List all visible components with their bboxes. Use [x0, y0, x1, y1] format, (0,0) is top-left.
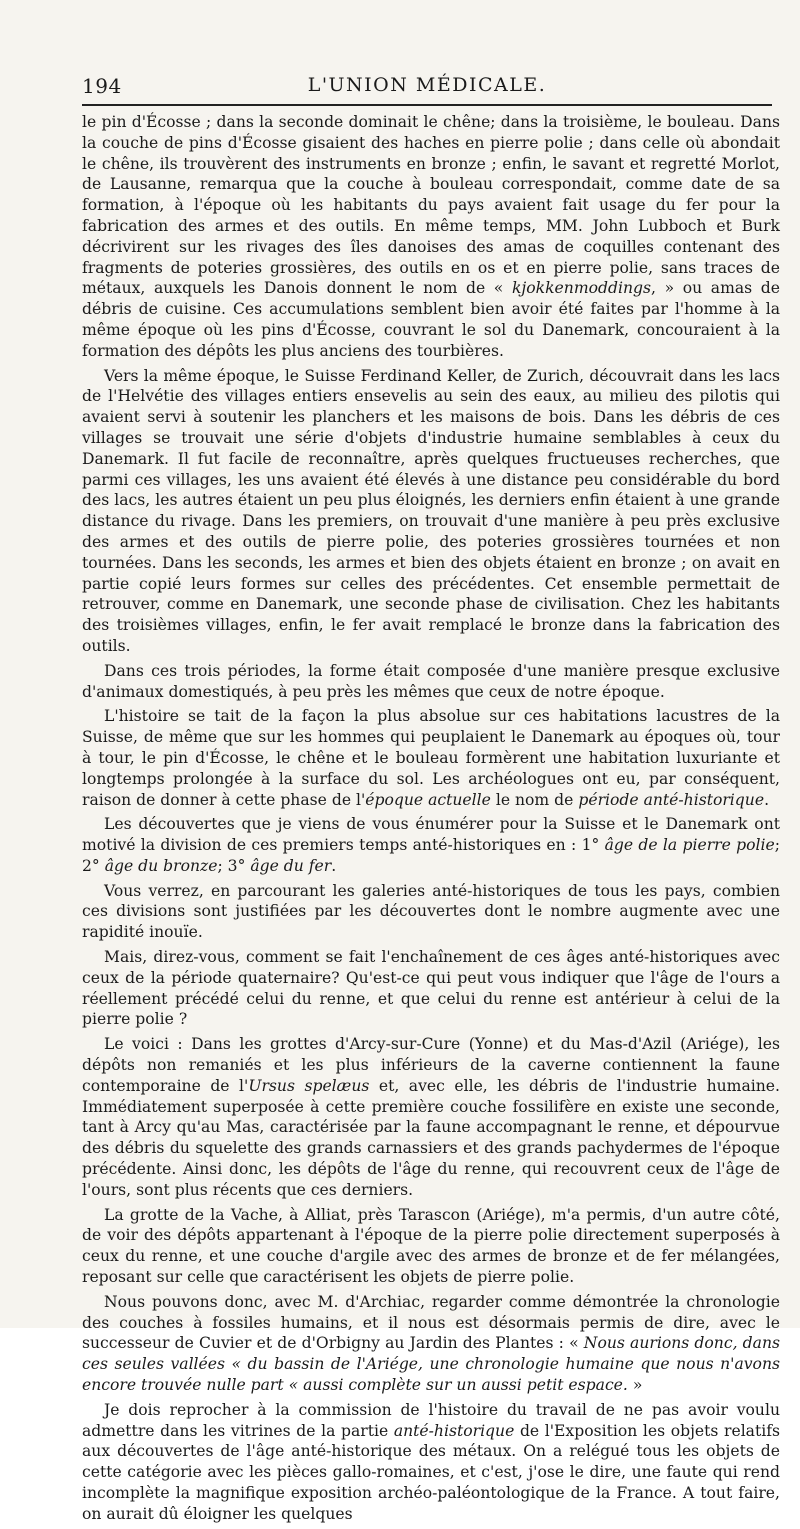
text-run: Nous pouvons donc, avec M. d'Archiac, regarder comme démontrée la chronologie des couches à fossiles humains, et il nous est désormais permis de dire, avec le successeur de Cuvier et de d'Orbigny au Jardin des Plantes : « — [82, 1292, 780, 1353]
text-run: de l'Exposition les objets relatifs aux découvertes de l'âge anté-historique des métaux. On a relégué tous les objets de cette catégorie avec les pièces gallo-romaines, et c'est, j'ose le dire, une faute qui rend incomplète la magnifique exposition archéo-paléontologique de la France. A tout faire, on aurait dû éloigner les quelques — [82, 1421, 781, 1523]
italic-text: Ursus spelæus — [248, 1076, 370, 1095]
italic-text: anté-historique — [393, 1421, 515, 1440]
paragraph — [82, 112, 780, 362]
italic-text: période anté-historique — [578, 790, 765, 809]
text-run: Les découvertes que je viens de vous énumérer pour la Suisse et le Danemark ont motivé la division de ces premiers temps anté-historiques en : 1° — [82, 815, 780, 855]
paragraph — [82, 1205, 780, 1288]
text-run: Mais, direz-vous, comment se fait l'enchaînement de ces âges anté-historiques avec ceux de la période quaternaire? Qu'est-ce qui peut vous indiquer que l'âge de l'ours a réellement précédé celui du renne, et que celui du renne est antérieur à celui de la pierre polie ? — [82, 948, 780, 1029]
italic-text: âge du fer — [250, 856, 332, 875]
paragraph — [82, 1400, 780, 1525]
paragraph — [82, 1034, 780, 1200]
text-run: et, avec elle, les débris de l'industrie humaine. Immédiatement superposée à cette première couche fossilifère en existe une seconde, tant à Arcy qu'au Mas, caractérisée par la faune accompagnant le renne, et dépourvue des débris du squelette des grands carnassiers et des grands pachydermes de l'époque précédente. Ainsi donc, les dépôts de l'âge du renne, qui recouvrent ceux de l'âge de l'ours, sont plus récents que ces derniers. — [82, 1076, 780, 1199]
italic-text: âge de la pierre polie — [604, 836, 775, 855]
italic-text: âge du bronze — [104, 856, 218, 875]
header-rule — [82, 104, 772, 106]
text-run: » — [627, 1376, 643, 1395]
text-run: L'histoire se tait de la façon la plus absolue sur ces habitations lacustres de la Suisse, de même que sur les hommes qui peuplaient le Danemark au époques où, tour à tour, le pin d'Écosse, le chêne et le bouleau formèrent une habitation luxuriante et longtemps prolongée à la surface du sol. Les archéologues ont eu, par conséquent, raison de donner à cette phase de l' — [82, 707, 780, 809]
text-run: . — [764, 790, 770, 809]
text-run: ; 2° — [82, 836, 780, 875]
running-title: L'UNION MÉDICALE. — [307, 74, 547, 96]
page-header — [82, 74, 772, 100]
page-number: 194 — [82, 74, 122, 98]
paragraph — [82, 947, 780, 1030]
paragraph — [82, 881, 780, 943]
paragraph — [82, 706, 780, 810]
text-run: , » ou amas de débris de cuisine. Ces accumulations semblent bien avoir été faites par l'homme à la même époque où les pins d'Écosse, couvrant le sol du Danemark, concouraient à la formation des dépôts les plus anciens des tourbières. — [82, 279, 780, 360]
text-run: Dans ces trois périodes, la forme était composée d'une manière presque exclusive d'animaux domestiqués, à peu près les mêmes que ceux de notre époque. — [82, 661, 780, 701]
text-run: La grotte de la Vache, à Alliat, près Tarascon (Ariége), m'a permis, d'un autre côté, de voir des dépôts appartenant à l'époque de la pierre polie directement superposés à ceux du renne, et une couche d'argile avec des armes de bronze et de fer mélangées, reposant sur celle que caractérisent les objets de pierre polie. — [82, 1205, 780, 1287]
text-run: Je dois reprocher à la commission de l'histoire du travail de ne pas avoir voulu admettre dans les vitrines de la partie — [82, 1400, 780, 1440]
paragraph — [82, 661, 780, 703]
paragraph — [82, 366, 780, 657]
text-run: Vers la même époque, le Suisse Ferdinand Keller, de Zurich, découvrait dans les lacs de l'Helvétie des villages entiers ensevelis au sein des eaux, au milieu des pilotis qui avaient servi à soutenir les planchers et les maisons de bois. Dans les débris de ces villages se trouvait une série d'objets d'industrie humaine semblables à ceux du Danemark. Il fut facile de reconnaître, après quelques fructueuses recherches, que parmi ces villages, les uns avaient été élevés à une distance peu considérable du bord des lacs, les autres étaient un peu plus éloignés, les derniers enfin étaient à une grande distance du rivage. Dans les premiers, on trouvait d'une manière à peu près exclusive des armes et des outils de pierre polie, des poteries grossières tournées et non tournées. Dans les seconds, les armes et bien des objets étaient en bronze ; on avait en partie copié leurs formes sur celles des précédentes. Cet ensemble permettait de retrouver, comme en Danemark, une seconde phase de civilisation. Chez les habitants des troisièmes villages, enfin, le fer avait remplacé le bronze dans la fabrication des outils. — [82, 366, 780, 655]
paragraph — [82, 814, 780, 876]
text-run: . — [331, 856, 337, 875]
italic-text: Nous aurions donc, dans ces seules vallées « du bassin de l'Ariége, une chronologie humaine que nous n'avons encore trouvée nulle part « aussi complète sur un aussi petit espace. — [82, 1334, 781, 1395]
text-run: ; 3° — [217, 856, 251, 875]
italic-text: kjokkenmoddings — [511, 279, 651, 298]
text-run: Vous verrez, en parcourant les galeries anté-historiques de tous les pays, combien ces divisions sont justifiées par les découvertes dont le nombre augmente avec une rapidité inouïe. — [82, 881, 780, 942]
text-run: le nom de — [490, 790, 579, 809]
paragraph — [82, 1292, 780, 1396]
text-run: Le voici : Dans les grottes d'Arcy-sur-Cure (Yonne) et du Mas-d'Azil (Ariége), les dépôts non remaniés et les plus inférieurs de la caverne contiennent la faune contemporaine de l' — [82, 1035, 780, 1095]
italic-text: époque actuelle — [365, 790, 491, 809]
text-run: le pin d'Écosse ; dans la seconde dominait le chêne; dans la troisième, le bouleau. Dans la couche de pins d'Écosse gisaient des haches en pierre polie ; dans celle où abondait le chêne, ils trouvèrent des instruments en bronze ; enfin, le savant et regretté Morlot, de Lausanne, remarqua que la couche à bouleau correspondait, comme date de sa formation, à l'époque où les habitants du pays avaient fait usage du fer pour la fabrication des armes et des outils. En même temps, MM. John Lubboch et Burk décrivirent sur les rivages des îles danoises des amas de coquilles contenant des fragments de poteries grossières, des outils en os et en pierre polie, sans traces de métaux, auxquels les Danois donnent le nom de « — [82, 113, 780, 298]
article-body — [82, 112, 780, 1529]
